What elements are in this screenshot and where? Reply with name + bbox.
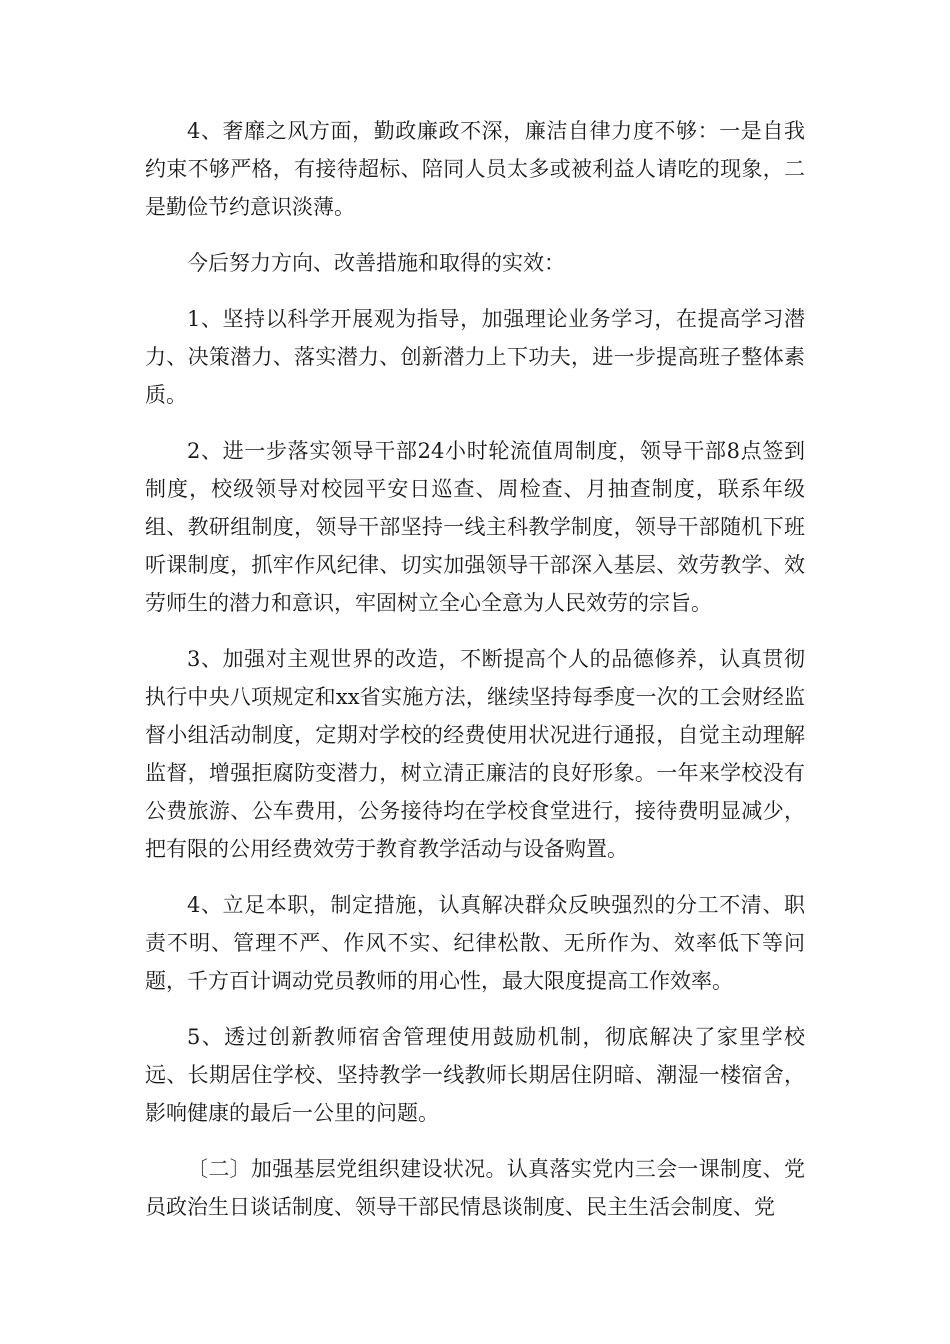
paragraph-measure-1: 1、坚持以科学开展观为指导，加强理论业务学习，在提高学习潜力、决策潜力、落实潜力、创新潜力上下功夫，进一步提高班子整体素质。 [145, 307, 805, 407]
paragraph-measure-4: 4、立足本职，制定措施，认真解决群众反映强烈的分工不清、职责不明、管理不严、作风不实、纪律松散、无所作为、效率低下等问题，千方百计调动党员教师的用心性，最大限度提高工作效率。 [145, 893, 805, 993]
paragraph-extravagance: 4、奢靡之风方面，勤政廉政不深，廉洁自律力度不够：一是自我约束不够严格，有接待超标、陪同人员太多或被利益人请吃的现象，二是勤俭节约意识淡薄。 [145, 119, 805, 219]
document-body [145, 112, 805, 1244]
paragraph-measure-2: 2、进一步落实领导干部24小时轮流值周制度，领导干部8点签到制度，校级领导对校园平安日巡查、周检查、月抽查制度，联系年级组、教研组制度，领导干部坚持一线主科教学制度，领导干部随机下班听课制度，抓牢作风纪律、切实加强领导干部深入基层、效劳教学、效劳师生的潜力和意识，牢固树立全心全意为人民效劳的宗旨。 [145, 439, 805, 615]
paragraph-measure-5: 5、透过创新教师宿舍管理使用鼓励机制，彻底解决了家里学校远、长期居住学校、坚持教学一线教师长期居住阴暗、潮湿一楼宿舍，影响健康的最后一公里的问题。 [145, 1025, 805, 1125]
paragraph-party-building: 〔二〕加强基层党组织建设状况。认真落实党内三会一课制度、党员政治生日谈话制度、领导干部民情恳谈制度、民主生活会制度、党 [145, 1157, 805, 1219]
paragraph-measures-heading: 今后努力方向、改善措施和取得的实效： [187, 251, 565, 275]
paragraph-measure-3: 3、加强对主观世界的改造，不断提高个人的品德修养，认真贯彻执行中央八项规定和xx省实施方法，继续坚持每季度一次的工会财经监督小组活动制度，定期对学校的经费使用状况进行通报，自觉主动理解监督，增强拒腐防变潜力，树立清正廉洁的良好形象。一年来学校没有公费旅游、公车费用，公务接待均在学校食堂进行，接待费明显减少，把有限的公用经费效劳于教育教学活动与设备购置。 [145, 647, 805, 861]
